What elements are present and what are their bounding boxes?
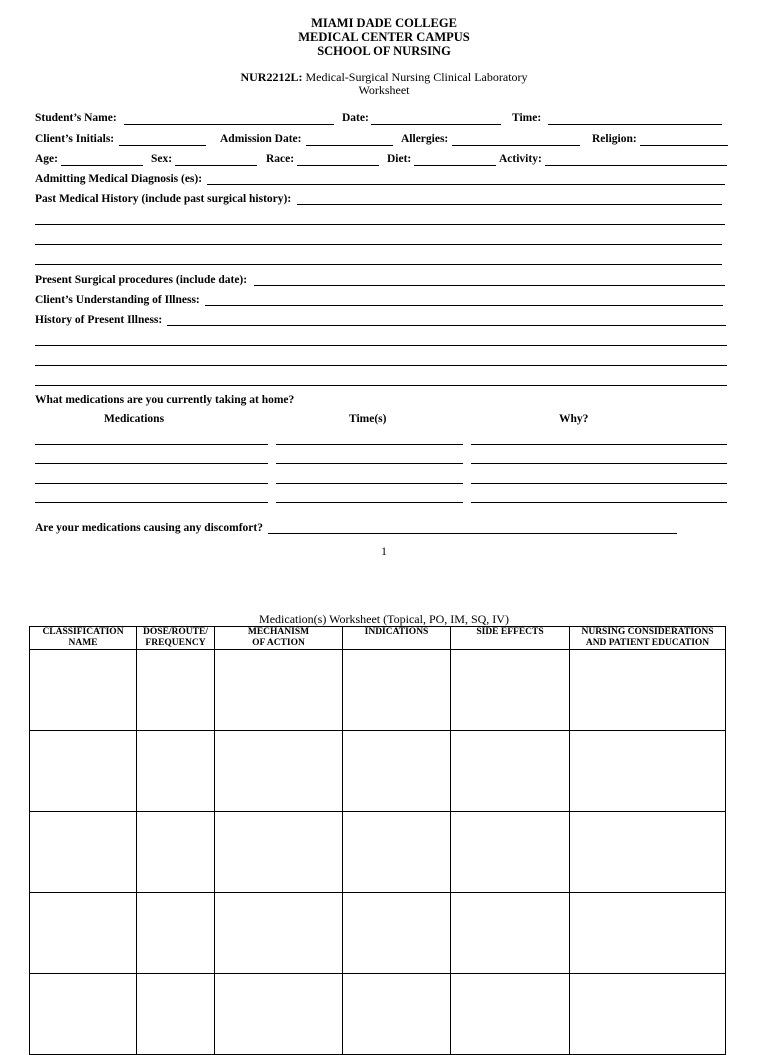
admission-date-label: Admission Date: [220,133,302,145]
column-header-nursing: NURSING CONSIDERATIONS AND PATIENT EDUCATION [570,627,726,650]
religion-label: Religion: [592,133,637,145]
allergies-field[interactable] [452,145,580,146]
course-name: Medical-Surgical Nursing Clinical Laboratory [305,70,528,84]
why-field[interactable] [471,483,727,484]
date-field[interactable] [371,124,501,125]
table-cell[interactable] [451,812,570,893]
column-header-dose: DOSE/ROUTE/ FREQUENCY [137,627,215,650]
table-cell[interactable] [137,893,215,974]
table-cell[interactable] [215,650,343,731]
table-cell[interactable] [30,893,137,974]
race-field[interactable] [297,165,379,166]
table-cell[interactable] [215,893,343,974]
page-number: 1 [381,546,387,558]
client-initials-label: Client’s Initials: [35,133,115,145]
age-field[interactable] [61,165,143,166]
why-field[interactable] [471,463,727,464]
table-cell[interactable] [215,731,343,812]
worksheet-title: Medication(s) Worksheet (Topical, PO, IM, SQ, IV) [259,612,509,626]
present-illness-line[interactable] [35,385,727,386]
school-name: SCHOOL OF NURSING [317,44,451,58]
discomfort-field[interactable] [268,533,677,534]
sex-field[interactable] [175,165,257,166]
table-cell[interactable] [30,650,137,731]
table-row [30,812,726,893]
past-history-field[interactable] [297,204,722,205]
table-row [30,974,726,1055]
past-history-line[interactable] [35,264,722,265]
table-cell[interactable] [30,974,137,1055]
course-code: NUR2212L: [240,70,303,84]
race-label: Race: [266,153,295,165]
diet-field[interactable] [414,165,496,166]
present-illness-label: History of Present Illness: [35,314,163,326]
time-label: Time: [512,112,542,124]
allergies-label: Allergies: [401,133,449,145]
present-illness-field[interactable] [167,325,726,326]
column-header-classification: CLASSIFICATION NAME [30,627,137,650]
times-column-label: Time(s) [349,413,387,425]
admitting-diagnosis-label: Admitting Medical Diagnosis (es): [35,173,203,185]
religion-field[interactable] [640,145,728,146]
table-cell[interactable] [215,812,343,893]
table-row [30,893,726,974]
why-field[interactable] [471,502,727,503]
student-name-field[interactable] [124,124,334,125]
table-cell[interactable] [570,812,726,893]
age-label: Age: [35,153,58,165]
time-field[interactable] [276,444,463,445]
present-surgical-field[interactable] [254,285,725,286]
table-cell[interactable] [343,650,451,731]
table-cell[interactable] [137,974,215,1055]
table-cell[interactable] [451,974,570,1055]
table-cell[interactable] [343,893,451,974]
medication-field[interactable] [35,483,268,484]
time-field[interactable] [276,463,463,464]
present-illness-line[interactable] [35,365,727,366]
discomfort-label: Are your medications causing any discomfort? [35,522,263,534]
student-name-label: Student’s Name: [35,112,117,124]
table-cell[interactable] [451,650,570,731]
table-cell[interactable] [570,731,726,812]
table-cell[interactable] [137,731,215,812]
table-row [30,731,726,812]
table-cell[interactable] [30,812,137,893]
table-cell[interactable] [137,650,215,731]
admission-date-field[interactable] [306,145,393,146]
column-header-side-effects: SIDE EFFECTS [451,627,570,650]
time-field[interactable] [276,483,463,484]
table-cell[interactable] [343,974,451,1055]
course-subtitle: Worksheet [358,83,410,97]
table-cell[interactable] [215,974,343,1055]
table-cell[interactable] [343,731,451,812]
table-cell[interactable] [137,812,215,893]
time-field[interactable] [548,124,722,125]
past-history-label: Past Medical History (include past surgical history): [35,193,292,205]
admitting-diagnosis-field[interactable] [207,184,725,185]
medication-worksheet-table [29,626,726,1055]
table-cell[interactable] [451,893,570,974]
table-cell[interactable] [570,650,726,731]
understanding-field[interactable] [205,305,723,306]
diet-label: Diet: [387,153,412,165]
column-header-mechanism: MECHANISM OF ACTION [215,627,343,650]
table-header-row [30,627,726,650]
medications-column-label: Medications [104,413,165,425]
why-field[interactable] [471,444,727,445]
medication-field[interactable] [35,502,268,503]
table-cell[interactable] [451,731,570,812]
present-surgical-label: Present Surgical procedures (include date): [35,274,248,286]
table-cell[interactable] [343,812,451,893]
present-illness-line[interactable] [35,345,727,346]
table-row [30,650,726,731]
table-cell[interactable] [570,893,726,974]
client-initials-field[interactable] [119,145,206,146]
past-history-line[interactable] [35,224,725,225]
understanding-label: Client’s Understanding of Illness: [35,294,200,306]
home-meds-question: What medications are you currently taking at home? [35,394,295,406]
table-cell[interactable] [30,731,137,812]
activity-label: Activity: [499,153,542,165]
past-history-line[interactable] [35,244,722,245]
college-name: MIAMI DADE COLLEGE [311,16,457,30]
date-label: Date: [342,112,369,124]
column-header-indications: INDICATIONS [343,627,451,650]
activity-field[interactable] [545,165,727,166]
table-cell[interactable] [570,974,726,1055]
sex-label: Sex: [151,153,173,165]
campus-name: MEDICAL CENTER CAMPUS [298,30,470,44]
medication-field[interactable] [35,463,268,464]
why-column-label: Why? [559,413,589,425]
medication-field[interactable] [35,444,268,445]
time-field[interactable] [276,502,463,503]
